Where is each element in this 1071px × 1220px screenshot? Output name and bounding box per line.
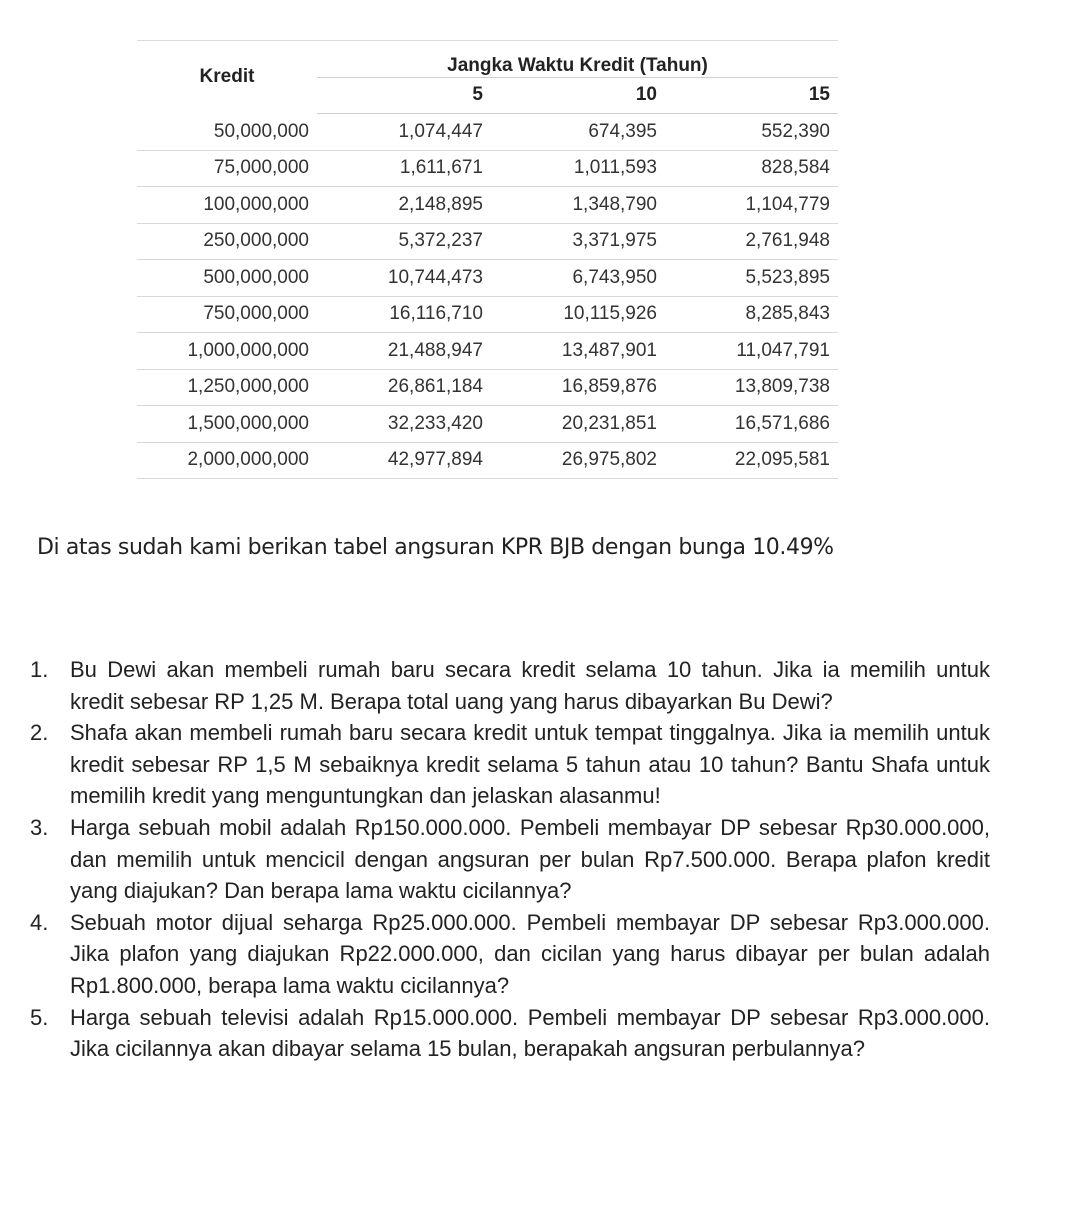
cell-installment: 16,116,710: [317, 296, 491, 333]
table-row: [137, 369, 838, 406]
header-term-group: Jangka Waktu Kredit (Tahun): [317, 41, 838, 78]
cell-installment: 3,371,975: [491, 223, 665, 260]
question-number: 2.: [30, 720, 49, 746]
cell-installment: 674,395: [491, 114, 665, 151]
table-row: [137, 187, 838, 224]
cell-installment: 13,487,901: [491, 333, 665, 370]
cell-installment: 1,104,779: [665, 187, 838, 224]
cell-installment: 5,523,895: [665, 260, 838, 297]
cell-installment: 42,977,894: [317, 442, 491, 479]
table-row: [137, 333, 838, 370]
table-row: [137, 442, 838, 479]
cell-installment: 2,148,895: [317, 187, 491, 224]
installment-table-container: [137, 40, 838, 479]
cell-installment: 21,488,947: [317, 333, 491, 370]
table-row: [137, 150, 838, 187]
question-list: [30, 654, 990, 1065]
cell-kredit: 1,250,000,000: [137, 369, 317, 406]
header-term-5: 5: [317, 77, 491, 114]
cell-installment: 16,571,686: [665, 406, 838, 443]
cell-kredit: 50,000,000: [137, 114, 317, 151]
question-text: Shafa akan membeli rumah baru secara kredit untuk tempat tinggalnya. Jika ia memilih untuk kredit sebesar RP 1,5 M sebaiknya kredit selama 5 tahun atau 10 tahun? Bantu Shafa untuk memilih kredit yang menguntungkan dan jelaskan alasanmu!: [70, 720, 990, 809]
cell-kredit: 1,000,000,000: [137, 333, 317, 370]
cell-kredit: 100,000,000: [137, 187, 317, 224]
cell-installment: 552,390: [665, 114, 838, 151]
cell-kredit: 750,000,000: [137, 296, 317, 333]
table-row: [137, 114, 838, 151]
question-number: 4.: [30, 909, 49, 935]
cell-installment: 10,115,926: [491, 296, 665, 333]
header-term-10: 10: [491, 77, 665, 114]
table-row: [137, 406, 838, 443]
cell-installment: 26,975,802: [491, 442, 665, 479]
cell-installment: 22,095,581: [665, 442, 838, 479]
question-item: [30, 1002, 990, 1065]
cell-installment: 1,611,671: [317, 150, 491, 187]
cell-installment: 32,233,420: [317, 406, 491, 443]
cell-kredit: 500,000,000: [137, 260, 317, 297]
cell-installment: 20,231,851: [491, 406, 665, 443]
cell-installment: 1,348,790: [491, 187, 665, 224]
question-number: 3.: [30, 814, 49, 840]
cell-installment: 5,372,237: [317, 223, 491, 260]
cell-installment: 1,011,593: [491, 150, 665, 187]
question-item: [30, 654, 990, 717]
table-row: [137, 296, 838, 333]
question-text: Sebuah motor dijual seharga Rp25.000.000. Pembeli membayar DP sebesar Rp3.000.000. Jika plafon yang diajukan Rp22.000.000, dan cicilan yang harus dibayar per bulan adalah Rp1.800.000, berapa lama waktu cicilannya?: [70, 909, 990, 998]
cell-installment: 6,743,950: [491, 260, 665, 297]
cell-installment: 2,761,948: [665, 223, 838, 260]
table-caption: Di atas sudah kami berikan tabel angsuran KPR BJB dengan bunga 10.49%: [37, 535, 834, 560]
table-body: [137, 114, 838, 479]
cell-kredit: 250,000,000: [137, 223, 317, 260]
question-text: Harga sebuah televisi adalah Rp15.000.000. Pembeli membayar DP sebesar Rp3.000.000. Jika cicilannya akan dibayar selama 15 bulan, berapakah angsuran perbulannya?: [70, 1004, 990, 1062]
cell-kredit: 1,500,000,000: [137, 406, 317, 443]
table-row: [137, 260, 838, 297]
cell-kredit: 75,000,000: [137, 150, 317, 187]
question-text: Harga sebuah mobil adalah Rp150.000.000. Pembeli membayar DP sebesar Rp30.000.000, dan memilih untuk mencicil dengan angsuran per bulan Rp7.500.000. Berapa plafon kredit yang diajukan? Dan berapa lama waktu cicilannya?: [70, 814, 990, 904]
cell-installment: 26,861,184: [317, 369, 491, 406]
cell-installment: 11,047,791: [665, 333, 838, 370]
cell-installment: 10,744,473: [317, 260, 491, 297]
question-item: [30, 812, 990, 907]
question-text: Bu Dewi akan membeli rumah baru secara kredit selama 10 tahun. Jika ia memilih untuk kredit sebesar RP 1,25 M. Berapa total uang yang harus dibayarkan Bu Dewi?: [70, 657, 990, 714]
table-row: [137, 223, 838, 260]
header-kredit: Kredit: [137, 41, 317, 114]
question-number: 1.: [30, 657, 49, 682]
question-number: 5.: [30, 1004, 49, 1030]
question-item: [30, 907, 990, 1002]
cell-kredit: 2,000,000,000: [137, 442, 317, 479]
installment-table: [137, 40, 838, 479]
cell-installment: 828,584: [665, 150, 838, 187]
cell-installment: 8,285,843: [665, 296, 838, 333]
header-term-15: 15: [665, 77, 838, 114]
cell-installment: 1,074,447: [317, 114, 491, 151]
question-item: [30, 717, 990, 812]
cell-installment: 13,809,738: [665, 369, 838, 406]
cell-installment: 16,859,876: [491, 369, 665, 406]
